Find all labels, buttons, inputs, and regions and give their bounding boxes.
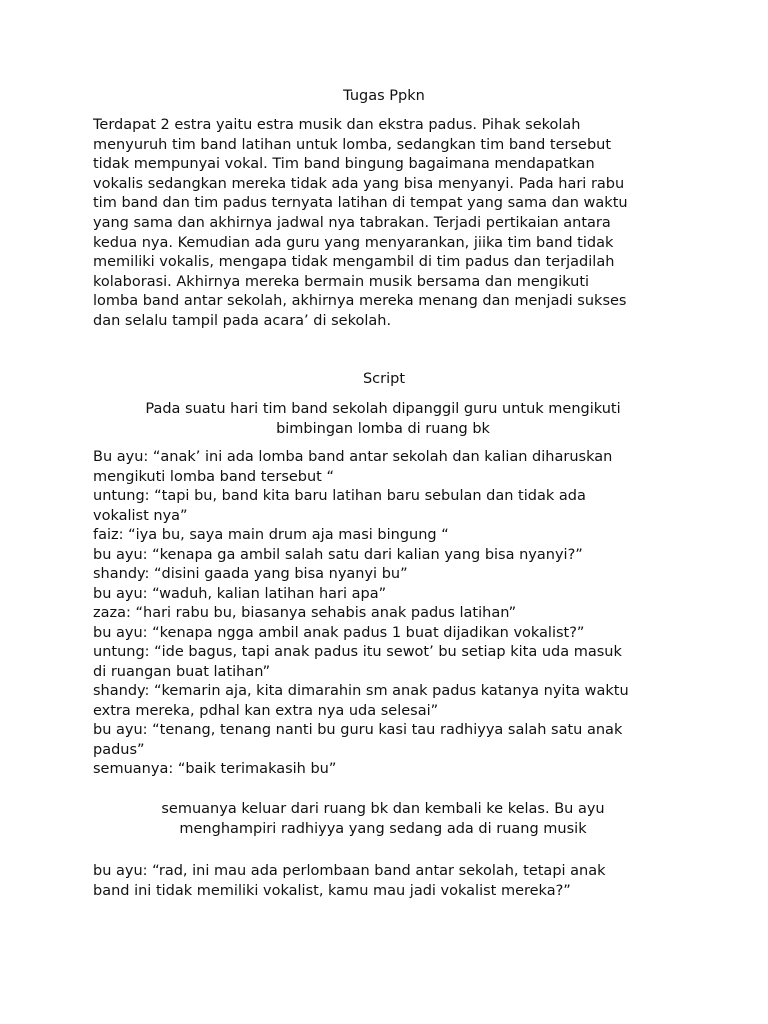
intro-paragraph (93, 116, 673, 332)
dialogue-line: bu ayu: “tenang, tenang nanti bu guru kasi tau radhiyya salah satu anak (93, 722, 623, 738)
intro-line: vokalis sedangkan mereka tidak ada yang bisa menyanyi. Pada hari rabu (93, 175, 625, 192)
dialogue-line: semuanya: “baik terimakasih bu” (93, 761, 337, 777)
dialogue-line: padus” (93, 741, 145, 758)
intro-line: Terdapat 2 estra yaitu estra musik dan ekstra padus. Pihak sekolah (93, 117, 581, 133)
dialogue-line: bu ayu: “kenapa ga ambil salah satu dari kalian yang bisa nyanyi?” (93, 546, 583, 563)
dialogue-line: bu ayu: “waduh, kalian latihan hari apa” (93, 585, 387, 602)
dialogue-line: extra mereka, pdhal kan extra nya uda selesai” (93, 702, 439, 719)
dialogue-line: bu ayu: “kenapa ngga ambil anak padus 1 buat dijadikan vokalist?” (93, 624, 585, 641)
intro-line: memiliki vokalis, mengapa tidak mengambil di tim padus dan terjadilah (93, 254, 615, 271)
scene-line: semuanya keluar dari ruang bk dan kembali ke kelas. Bu ayu (161, 801, 605, 817)
scene-line: bimbingan lomba di ruang bk (276, 420, 490, 437)
script-heading: Script (362, 371, 406, 387)
dialogue-line: untung: “tapi bu, band kita baru latihan baru sebulan dan tidak ada (93, 488, 586, 504)
intro-line: tim band dan tim padus ternyata latihan di tempat yang sama dan waktu (93, 195, 628, 212)
dialogue-line: untung: “ide bagus, tapi anak padus itu sewot’ bu setiap kita uda masuk (93, 644, 622, 660)
dialogue-line: band ini tidak memiliki vokalist, kamu mau jadi vokalist mereka?” (93, 882, 571, 899)
dialogue-line: shandy: “disini gaada yang bisa nyanyi bu” (93, 566, 408, 582)
dialogue-line: di ruangan buat latihan” (93, 663, 271, 680)
dialogue-line: shandy: “kemarin aja, kita dimarahin sm anak padus katanya nyita waktu (93, 683, 629, 699)
scene-line: menghampiri radhiyya yang sedang ada di ruang musik (179, 820, 587, 837)
intro-line: menyuruh tim band latihan untuk lomba, sedangkan tim band tersebut (93, 136, 612, 153)
intro-line: kolaborasi. Akhirnya mereka bermain musik bersama dan mengikuti (93, 273, 590, 290)
dialogue-line: faiz: “iya bu, saya main drum aja masi bingung “ (93, 527, 449, 543)
intro-line: tidak mempunyai vokal. Tim band bingung bagaimana mendapatkan (93, 156, 595, 173)
dialogue-line: bu ayu: “rad, ini mau ada perlombaan band antar sekolah, tetapi anak (93, 863, 606, 879)
document-title: Tugas Ppkn (343, 88, 425, 104)
dialogue-line: zaza: “hari rabu bu, biasanya sehabis anak padus latihan” (93, 605, 517, 621)
dialogue-line: Bu ayu: “anak’ ini ada lomba band antar sekolah dan kalian diharuskan (93, 449, 613, 465)
dialogue-line: vokalist nya” (93, 507, 188, 524)
scene-line: Pada suatu hari tim band sekolah dipanggil guru untuk mengikuti (145, 401, 621, 417)
intro-line: kedua nya. Kemudian ada guru yang menyarankan, jiika tim band tidak (93, 234, 614, 251)
dialogue-block (93, 862, 673, 901)
scene-description (93, 400, 673, 439)
intro-line: dan selalu tampil pada acara’ di sekolah. (93, 312, 392, 329)
scene-description (93, 800, 673, 839)
dialogue-block (93, 448, 673, 780)
intro-line: lomba band antar sekolah, akhirnya mereka menang dan menjadi sukses (93, 293, 627, 310)
dialogue-line: mengikuti lomba band tersebut “ (93, 468, 334, 485)
intro-line: yang sama dan akhirnya jadwal nya tabrakan. Terjadi pertikaian antara (93, 214, 611, 231)
